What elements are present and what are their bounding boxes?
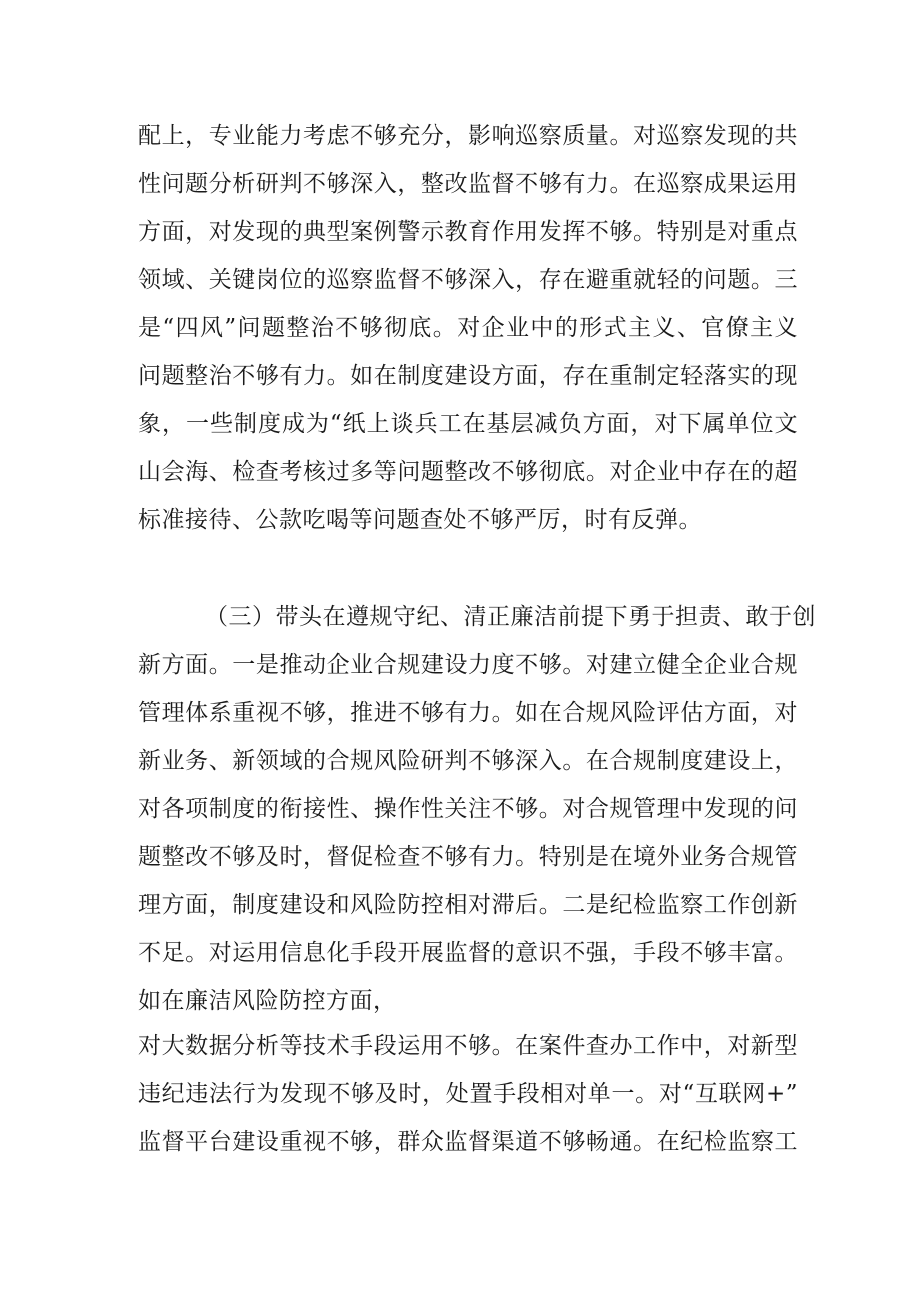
text-line: 如在廉洁风险防控方面， — [138, 988, 397, 1014]
text-line: 对各项制度的衔接性、操作性关注不够。对合规管理中发现的问 — [138, 796, 798, 822]
text-line: 领域、关键岗位的巡察监督不够深入，存在避重就轻的问题。三 — [138, 267, 798, 293]
text-line: 违纪违法行为发现不够及时，处置手段相对单一。对“互联网+” — [138, 1081, 798, 1107]
section-heading-line: （三）带头在遵规守纪、清正廉洁前提下勇于担责、敢于创 — [205, 604, 816, 630]
text-line: 新业务、新领域的合规风险研判不够深入。在合规制度建设上， — [138, 748, 798, 774]
text-line: 配上，专业能力考虑不够充分，影响巡察质量。对巡察发现的共 — [138, 123, 798, 149]
text-line: 理方面，制度建设和风险防控相对滞后。二是纪检监察工作创新 — [138, 892, 798, 918]
text-line: 方面，对发现的典型案例警示教育作用发挥不够。特别是对重点 — [138, 219, 798, 245]
text-line: 管理体系重视不够，推进不够有力。如在合规风险评估方面，对 — [138, 700, 798, 726]
text-line: 监督平台建设重视不够，群众监督渠道不够畅通。在纪检监察工 — [138, 1129, 798, 1155]
text-line: 山会海、检查考核过多等问题整改不够彻底。对企业中存在的超 — [138, 459, 798, 485]
text-line: 对大数据分析等技术手段运用不够。在案件查办工作中，对新型 — [138, 1033, 798, 1059]
text-line: 不足。对运用信息化手段开展监督的意识不强，手段不够丰富。 — [138, 940, 798, 966]
text-line: 是“四风”问题整治不够彻底。对企业中的形式主义、官僚主义 — [138, 315, 798, 341]
text-line: 标准接待、公款吃喝等问题查处不够严厉，时有反弹。 — [138, 507, 702, 533]
text-line: 问题整治不够有力。如在制度建设方面，存在重制定轻落实的现 — [138, 363, 798, 389]
text-line: 新方面。一是推动企业合规建设力度不够。对建立健全企业合规 — [138, 652, 798, 678]
text-line: 性问题分析研判不够深入，整改监督不够有力。在巡察成果运用 — [138, 171, 798, 197]
text-line: 题整改不够及时，督促检查不够有力。特别是在境外业务合规管 — [138, 844, 798, 870]
text-line: 象，一些制度成为“纸上谈兵工在基层减负方面，对下属单位文 — [138, 411, 798, 437]
